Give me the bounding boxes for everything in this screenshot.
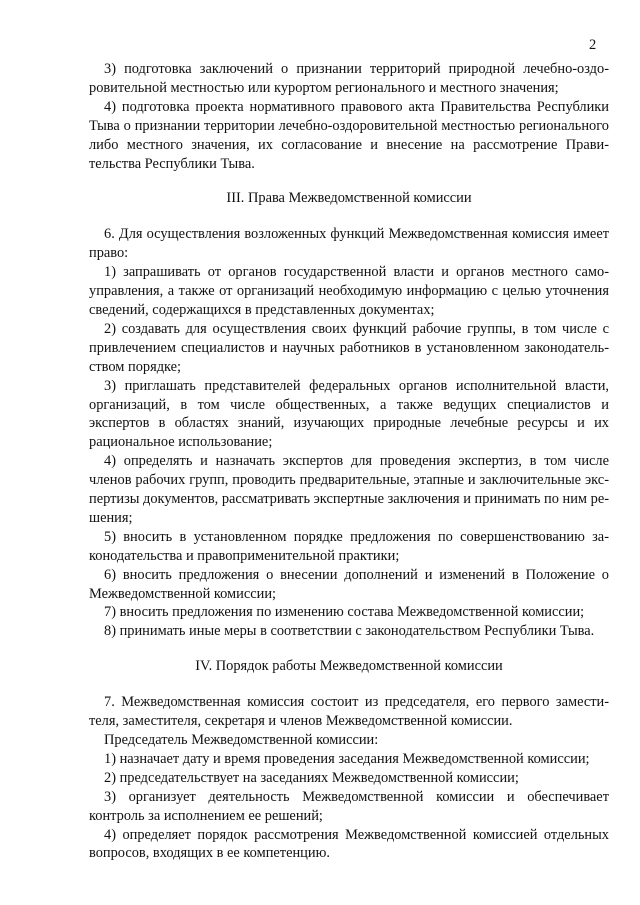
section-3-item-3: 3) приглашать представителей федеральных органов исполнительной власти, организаций, в том числе общественных, а также ведущих специалистов и экспертов в областях знаний, изучающих природные лечебные ресурсы и их рациональное использование; <box>89 377 609 451</box>
document-body <box>89 60 609 863</box>
section-4-lead: 7. Межведомственная комиссия состоит из председателя, его первого заместителя, заместителя, секретаря и членов Межведомственной комиссии. <box>89 694 609 730</box>
section-4-title: IV. Порядок работы Межведомственной комиссии <box>195 658 503 675</box>
section-4-item-3: 3) организует деятельность Межведомственной комиссии и обеспечивает контроль за исполнением ее решений; <box>89 788 609 824</box>
intro-item-3: 3) подготовка заключений о признании территорий природной лечебно-оздоровительной местностью или курортом регионального и местного значения; <box>89 61 609 96</box>
section-3-item-6: 6) вносить предложения о внесении дополнений и изменений в Положение о Межведомственной комиссии; <box>89 566 609 602</box>
section-3-item-2: 2) создавать для осуществления своих функций рабочие группы, в том числе с привлечением специалистов и научных работников в установленном законодательством порядке; <box>89 320 609 375</box>
section-3-item-1: 1) запрашивать от органов государственной власти и органов местного самоуправления, а также от организаций необходимую информацию с целью уточнения сведений, содержащихся в представленных документах; <box>89 264 609 318</box>
page-number: 2 <box>589 37 597 53</box>
section-3-item-7: 7) вносить предложения по изменению состава Межведомственной комиссии; <box>104 604 585 621</box>
section-4-chair-intro: Председатель Межведомственной комиссии: <box>104 732 379 748</box>
section-4-item-2: 2) председательствует на заседаниях Межведомственной комиссии; <box>104 769 519 786</box>
section-3-item-4: 4) определять и назначать экспертов для проведения экспертиз, в том числе членов рабочих групп, проводить предварительные, этапные и заключительные экспертизы документов, рассматривать экспертные заключения и принимать по ним решения; <box>89 453 610 526</box>
section-3-title: III. Права Межведомственной комиссии <box>226 190 472 207</box>
section-3-item-5: 5) вносить в установленном порядке предложения по совершенствованию законодательства и правоприменительной практики; <box>89 528 609 564</box>
intro-item-4: 4) подготовка проекта нормативного правового акта Правительства Республики Тыва о признании территории лечебно-оздоровительной местностью регионального либо местного значения, их согласование и внесение на рассмотрение Правительства Республики Тыва. <box>89 98 609 172</box>
section-3-item-8: 8) принимать иные меры в соответствии с законодательством Республики Тыва. <box>104 623 595 640</box>
section-3-lead: 6. Для осуществления возложенных функций Межведомственная комиссия имеет право: <box>89 226 609 262</box>
section-4-item-1: 1) назначает дату и время проведения заседания Межведомственной комиссии; <box>104 750 590 767</box>
section-4-item-4: 4) определяет порядок рассмотрения Межведомственной комиссией отдельных вопросов, входящих в ее компетенцию. <box>89 826 609 862</box>
